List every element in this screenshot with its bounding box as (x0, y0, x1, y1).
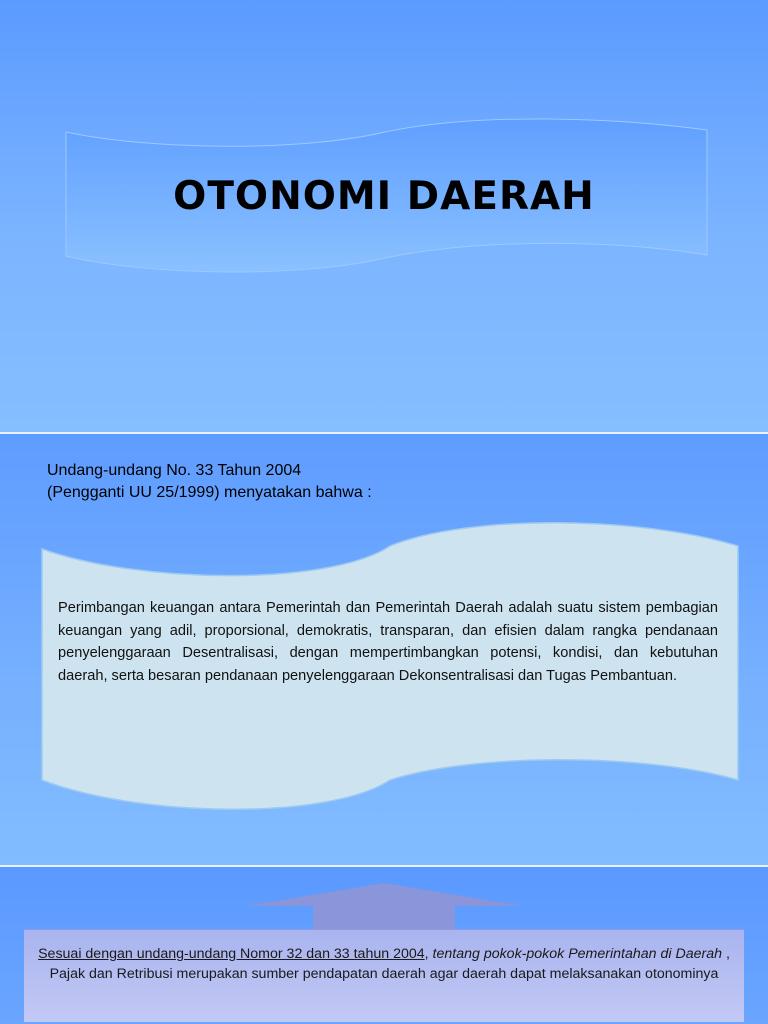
subject-title: tentang pokok-pokok Pemerintahan di Daerah (428, 946, 722, 962)
definition-text: Perimbangan keuangan antara Pemerintah dan Pemerintah Daerah adalah suatu sistem pembagian keuangan yang adil, proporsional, demokratis, transparan, dan efisien dalam rangka pendanaan penyelenggaraan Desentralisasi, dengan mempertimbangkan potensi, kondisi, dan kebutuhan daerah, serta besaran pendanaan penyelenggaraan Dekonsentralisasi dan Tugas Pembantuan. (58, 600, 718, 684)
page-title: OTONOMI DAERAH (173, 174, 595, 219)
revenue-slide (0, 867, 768, 1024)
revenue-note-box (24, 929, 744, 1022)
law-reference-line-2: (Pengganti UU 25/1999) menyatakan bahwa : (47, 484, 372, 501)
title-slide (0, 0, 768, 432)
revenue-note-text (32, 944, 736, 984)
law-citation: Sesuai dengan undang-undang Nomor 32 dan 33 tahun 2004 (38, 946, 425, 962)
revenue-statement: , Pajak dan Retribusi merupakan sumber pendapatan daerah agar daerah dapat melaksanakan otonominya (49, 946, 730, 982)
comma: , (424, 946, 429, 962)
law-reference-line-1: Undang-undang No. 33 Tahun 2004 (47, 462, 302, 479)
definition-slide (0, 434, 768, 865)
